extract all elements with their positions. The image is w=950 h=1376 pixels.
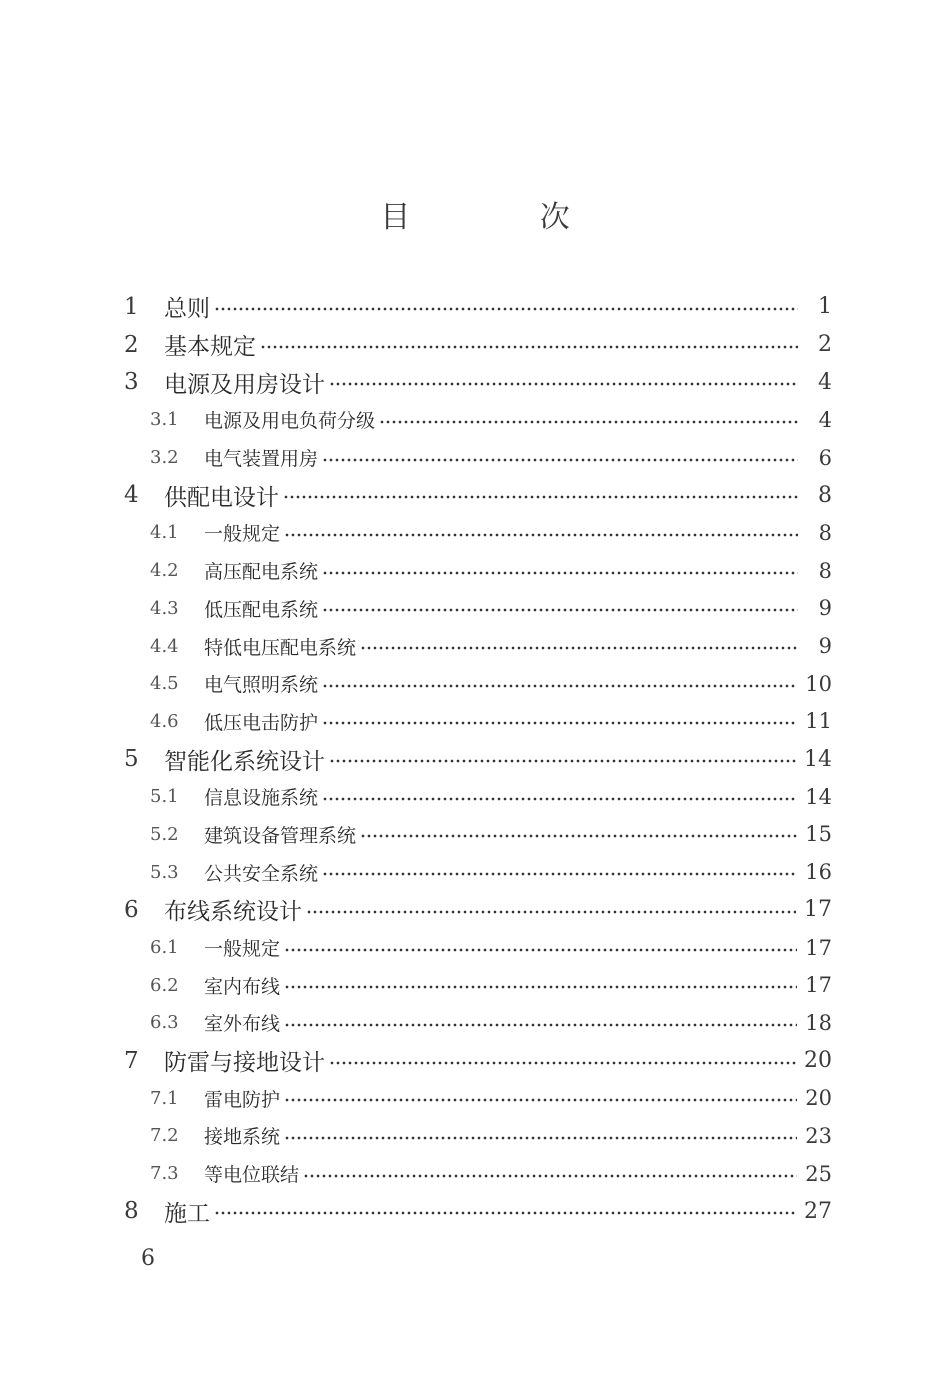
toc-entry-number: 6.2 xyxy=(150,974,179,996)
dot-leader xyxy=(306,910,796,914)
dot-leader xyxy=(284,985,797,989)
toc-entry-label: 供配电设计 xyxy=(164,484,279,511)
toc-chapter-row xyxy=(120,1042,832,1080)
toc-entry-page: 9 xyxy=(818,634,832,659)
toc-entry-number: 4.6 xyxy=(150,710,179,732)
dot-leader xyxy=(284,1098,797,1102)
toc-section-row xyxy=(120,1079,832,1117)
toc-entry-label: 信息设施系统 xyxy=(204,787,319,810)
toc-entry-label: 布线系统设计 xyxy=(164,899,302,926)
toc-entry-number: 5 xyxy=(124,746,139,773)
toc-entry-number: 4.3 xyxy=(150,597,179,619)
toc-chapter-row xyxy=(120,363,832,401)
toc-entry-page: 8 xyxy=(818,482,832,508)
toc-entry-page: 20 xyxy=(805,1086,832,1111)
toc-entry-label: 基本规定 xyxy=(164,334,256,361)
dot-leader xyxy=(214,307,798,311)
toc-entry-label: 电源及用电负荷分级 xyxy=(204,410,376,433)
toc-entry-number: 4.4 xyxy=(150,635,179,657)
toc-section-row xyxy=(120,401,832,439)
page-title: 目 次 xyxy=(380,200,630,235)
toc-entry-page: 8 xyxy=(818,558,832,583)
toc-chapter-row xyxy=(120,740,832,778)
toc-entry-page: 27 xyxy=(804,1198,832,1224)
dot-leader xyxy=(329,1061,796,1065)
toc-section-row xyxy=(120,966,832,1004)
toc-entry-number: 8 xyxy=(124,1198,139,1225)
dot-leader xyxy=(284,1136,797,1140)
toc-entry-label: 总则 xyxy=(164,296,210,323)
toc-entry-label: 一般规定 xyxy=(204,523,281,546)
toc-section-row xyxy=(120,514,832,552)
toc-entry-label: 高压配电系统 xyxy=(204,561,319,584)
dot-leader xyxy=(322,721,797,725)
toc-section-row xyxy=(120,778,832,816)
toc-section-row xyxy=(120,816,832,854)
toc-entry-label: 低压配电系统 xyxy=(204,598,319,621)
dot-leader xyxy=(260,345,798,349)
toc-entry-number: 6.1 xyxy=(150,937,179,959)
toc-section-row xyxy=(120,439,832,477)
toc-chapter-row xyxy=(120,476,832,514)
toc-entry-page: 15 xyxy=(805,822,832,847)
toc-entry-page: 8 xyxy=(818,520,832,545)
toc-entry-page: 20 xyxy=(804,1048,832,1074)
dot-leader xyxy=(322,458,798,462)
toc-entry-page: 4 xyxy=(818,369,832,395)
toc-entry-page: 2 xyxy=(818,332,832,358)
toc-entry-label: 室外布线 xyxy=(204,1013,281,1036)
toc-entry-label: 电气照明系统 xyxy=(204,674,319,697)
toc-section-row xyxy=(120,627,832,665)
toc-entry-page: 1 xyxy=(818,294,832,320)
dot-leader xyxy=(284,948,797,952)
dot-leader xyxy=(329,759,796,763)
dot-leader xyxy=(360,646,798,650)
dot-leader xyxy=(214,1211,796,1215)
toc-entry-label: 室内布线 xyxy=(204,975,281,998)
toc-entry-number: 5.2 xyxy=(150,823,179,845)
toc-entry-page: 17 xyxy=(804,897,832,923)
toc-entry-number: 3.2 xyxy=(150,447,179,469)
toc-entry-page: 17 xyxy=(805,935,832,960)
toc-entry-label: 一般规定 xyxy=(204,938,281,961)
toc-entry-page: 16 xyxy=(805,860,832,885)
toc-entry-page: 14 xyxy=(804,746,832,772)
toc-entry-number: 7 xyxy=(124,1047,139,1074)
toc-chapter-row xyxy=(120,1193,832,1231)
toc-entry-label: 接地系统 xyxy=(204,1126,281,1149)
table-of-contents xyxy=(120,288,832,1230)
toc-entry-page: 4 xyxy=(818,407,832,432)
toc-entry-number: 6 xyxy=(124,896,139,923)
toc-section-row xyxy=(120,853,832,891)
dot-leader xyxy=(322,797,797,801)
dot-leader xyxy=(322,872,797,876)
toc-entry-label: 等电位联结 xyxy=(204,1164,300,1187)
toc-entry-page: 18 xyxy=(805,1010,832,1035)
toc-entry-number: 5.1 xyxy=(150,786,179,808)
toc-entry-page: 10 xyxy=(805,671,832,696)
toc-entry-label: 公共安全系统 xyxy=(204,862,319,885)
toc-entry-number: 4.2 xyxy=(150,560,179,582)
toc-entry-number: 3.1 xyxy=(150,409,179,431)
toc-entry-label: 特低电压配电系统 xyxy=(204,636,357,659)
toc-entry-label: 低压电击防护 xyxy=(204,711,319,734)
dot-leader xyxy=(283,495,798,499)
toc-entry-label: 智能化系统设计 xyxy=(164,748,325,775)
toc-section-row xyxy=(120,665,832,703)
toc-entry-page: 14 xyxy=(805,784,832,809)
toc-section-row xyxy=(120,590,832,628)
toc-entry-number: 5.3 xyxy=(150,861,179,883)
dot-leader xyxy=(322,608,798,612)
dot-leader xyxy=(284,1023,797,1027)
toc-section-row xyxy=(120,929,832,967)
dot-leader xyxy=(329,382,798,386)
toc-entry-number: 2 xyxy=(124,331,139,358)
toc-chapter-row xyxy=(120,326,832,364)
toc-entry-label: 施工 xyxy=(164,1200,210,1227)
toc-entry-label: 防雷与接地设计 xyxy=(164,1050,325,1077)
toc-entry-label: 建筑设备管理系统 xyxy=(204,824,357,847)
toc-entry-page: 6 xyxy=(818,445,832,470)
toc-entry-number: 4.1 xyxy=(150,522,179,544)
toc-section-row xyxy=(120,703,832,741)
toc-entry-number: 6.3 xyxy=(150,1012,179,1034)
page-number: 6 xyxy=(141,1246,155,1271)
toc-entry-number: 4 xyxy=(124,482,139,509)
toc-chapter-row xyxy=(120,891,832,929)
toc-section-row xyxy=(120,1004,832,1042)
toc-entry-label: 电源及用房设计 xyxy=(164,371,325,398)
toc-entry-number: 7.1 xyxy=(150,1087,179,1109)
toc-entry-number: 7.3 xyxy=(150,1163,179,1185)
toc-entry-page: 11 xyxy=(805,709,832,734)
toc-entry-page: 23 xyxy=(805,1123,832,1148)
dot-leader xyxy=(322,684,797,688)
toc-entry-number: 7.2 xyxy=(150,1125,179,1147)
toc-entry-label: 电气装置用房 xyxy=(204,448,319,471)
dot-leader xyxy=(284,533,798,537)
toc-entry-label: 雷电防护 xyxy=(204,1088,281,1111)
toc-section-row xyxy=(120,552,832,590)
dot-leader xyxy=(379,420,798,424)
dot-leader xyxy=(360,834,797,838)
toc-entry-number: 4.5 xyxy=(150,673,179,695)
toc-chapter-row xyxy=(120,288,832,326)
dot-leader xyxy=(322,571,798,575)
toc-entry-page: 9 xyxy=(818,596,832,621)
toc-entry-number: 1 xyxy=(124,293,139,320)
toc-entry-number: 3 xyxy=(124,369,139,396)
toc-entry-page: 25 xyxy=(805,1161,832,1186)
toc-section-row xyxy=(120,1117,832,1155)
toc-entry-page: 17 xyxy=(805,973,832,998)
toc-section-row xyxy=(120,1155,832,1193)
dot-leader xyxy=(303,1174,797,1178)
